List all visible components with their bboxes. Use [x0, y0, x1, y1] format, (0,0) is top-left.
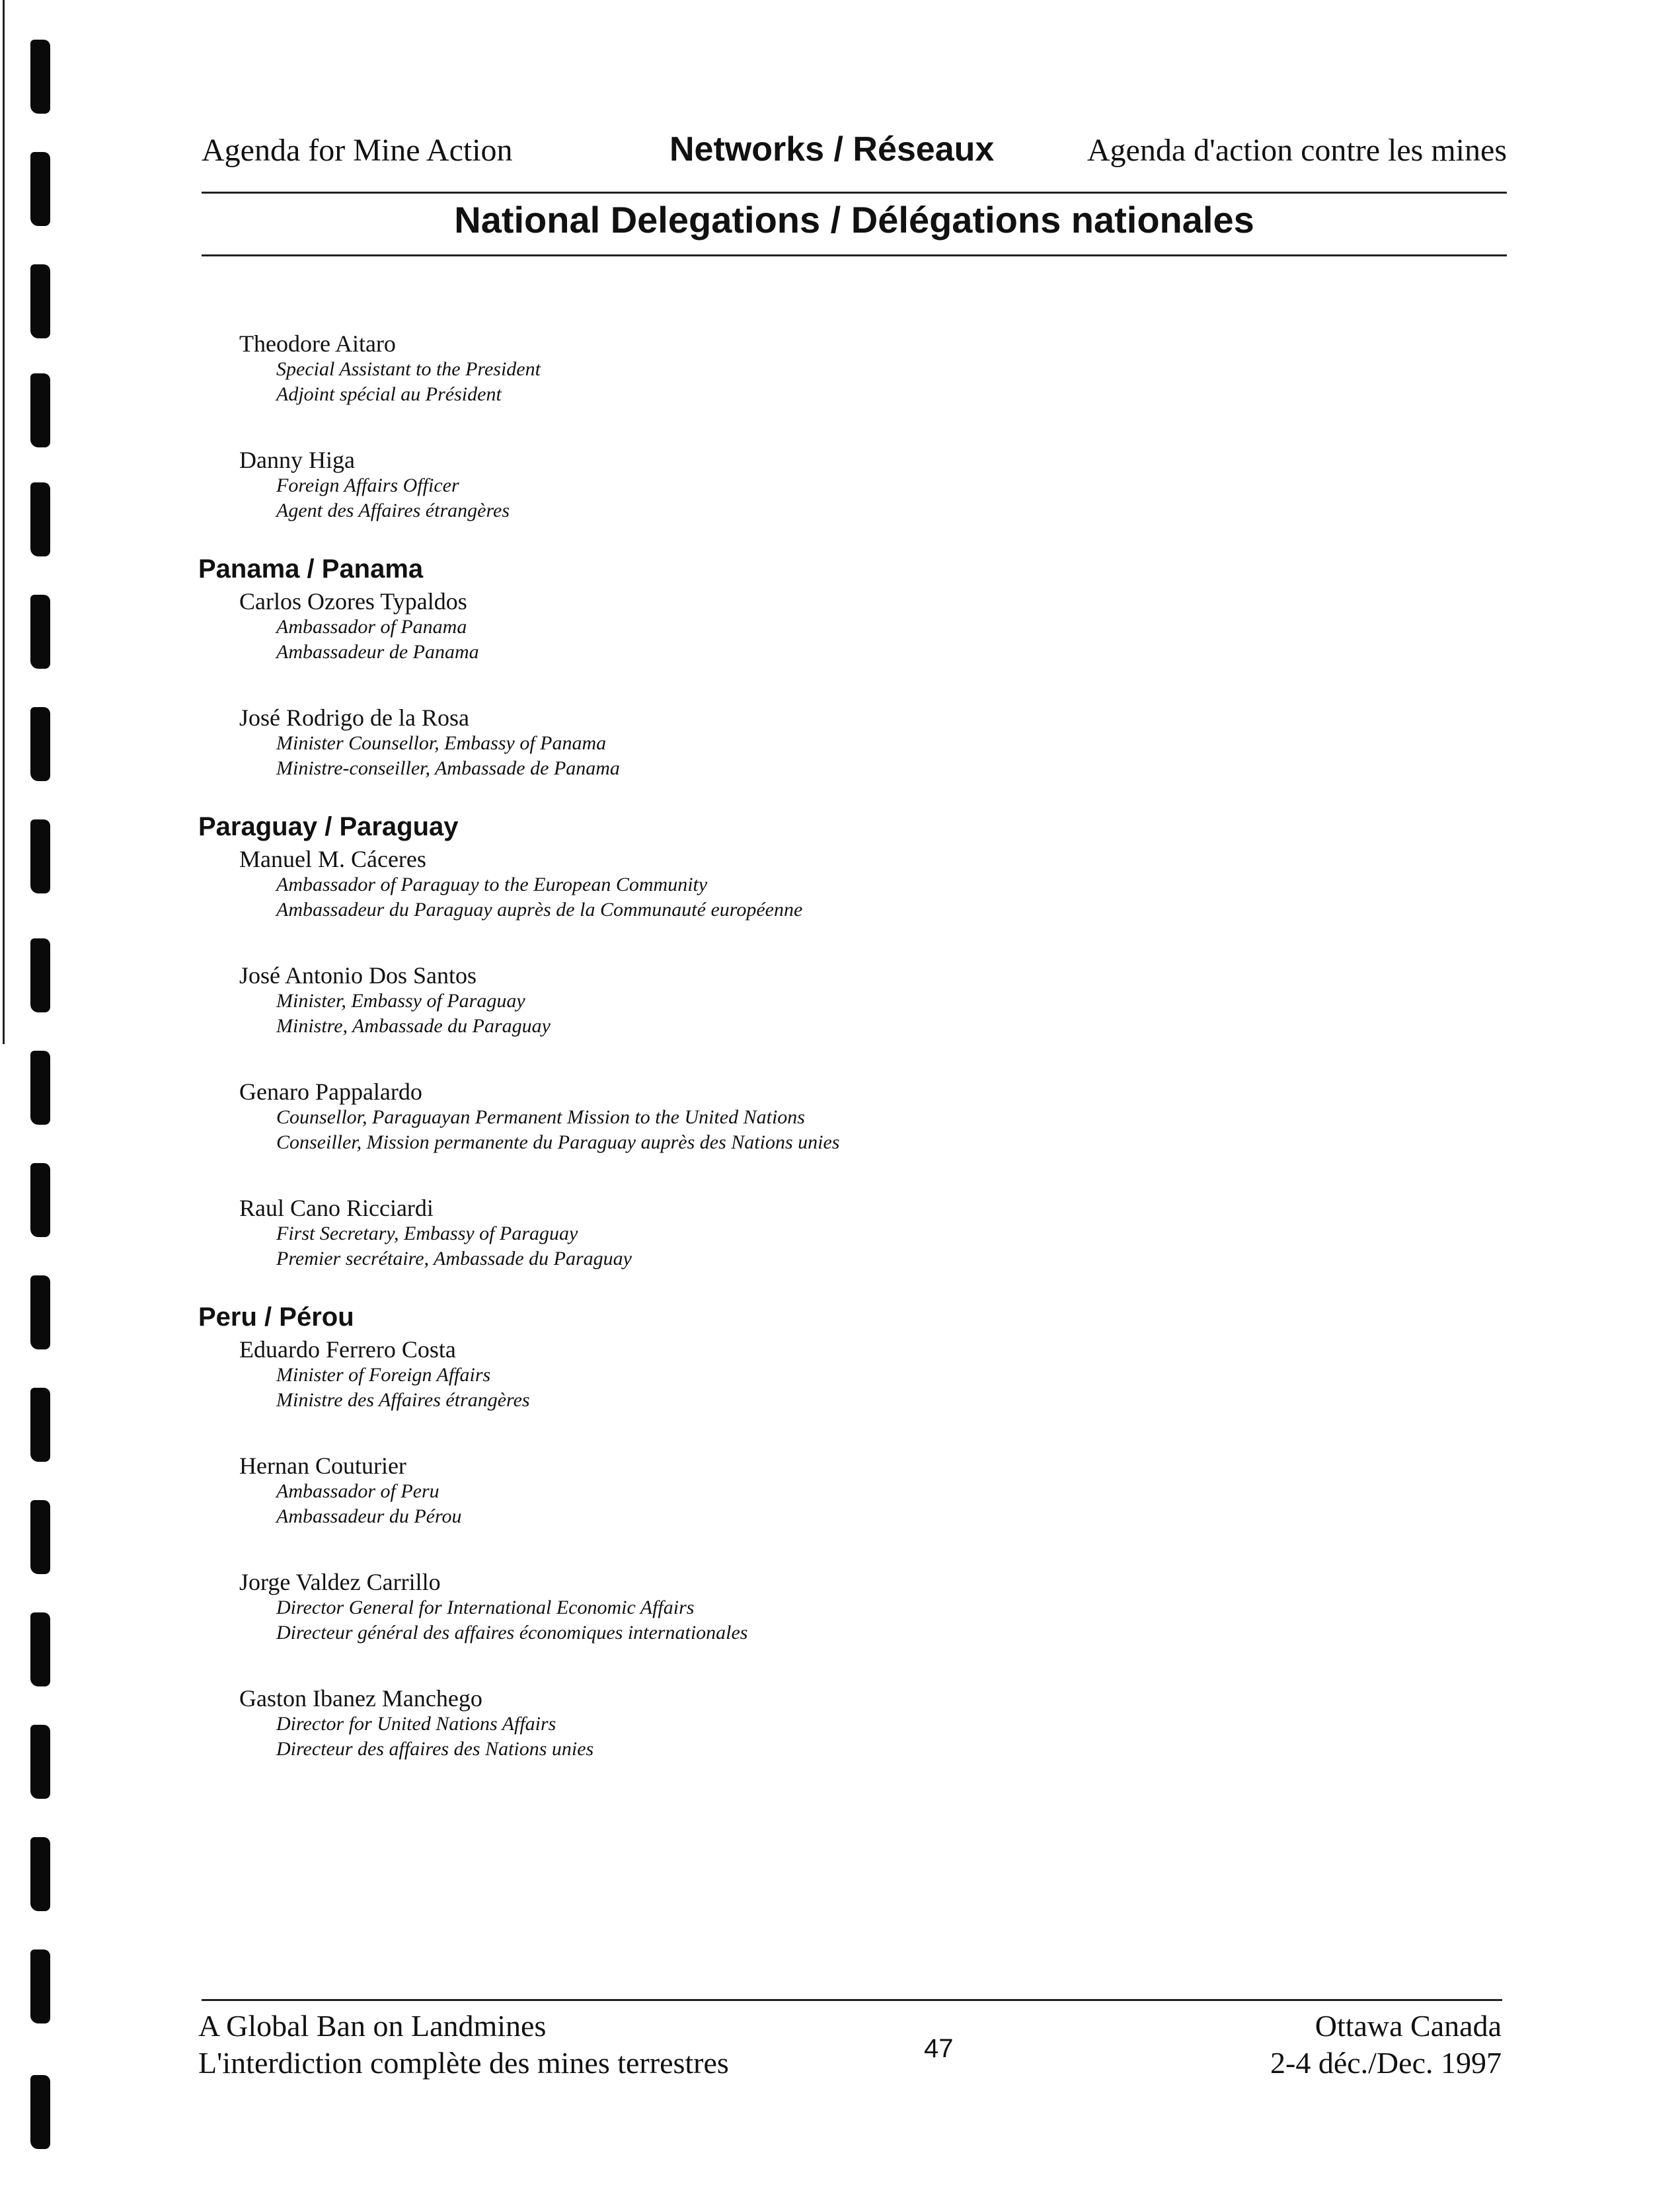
footer-title-fr: L'interdiction complète des mines terrestres — [198, 2046, 729, 2080]
punch-hole — [30, 2075, 50, 2149]
delegate-name: Theodore Aitaro — [239, 330, 396, 357]
delegate-role-fr: Directeur des affaires des Nations unies — [276, 1738, 594, 1760]
section-title: National Delegations / Délégations nationales — [454, 199, 1254, 241]
delegate-name: Genaro Pappalardo — [239, 1078, 422, 1105]
punch-hole — [30, 1500, 50, 1574]
punch-hole — [30, 1949, 50, 2023]
delegate-entry — [239, 846, 1454, 923]
delegate-entry — [239, 1336, 1454, 1413]
delegate-entry — [239, 330, 1454, 407]
punch-hole — [30, 482, 50, 556]
delegate-role-fr: Adjoint spécial au Président — [276, 383, 502, 405]
punch-hole — [30, 707, 50, 781]
footer-dates: 2-4 déc./Dec. 1997 — [1270, 2046, 1502, 2080]
page-number: 47 — [924, 2034, 954, 2063]
delegate-name: Manuel M. Cáceres — [239, 846, 426, 872]
delegate-role-en: Ambassador of Paraguay to the European Community — [276, 874, 708, 895]
delegate-role-en: Minister, Embassy of Paraguay — [276, 990, 525, 1012]
delegate-role-en: Special Assistant to the President — [276, 358, 541, 380]
binding-edge-line — [3, 0, 5, 1044]
delegate-name: Danny Higa — [239, 447, 355, 473]
delegate-role-fr: Agent des Affaires étrangères — [276, 500, 510, 521]
delegate-name: José Rodrigo de la Rosa — [239, 704, 469, 731]
delegate-entry — [239, 704, 1454, 781]
delegate-role-fr: Ambassadeur de Panama — [276, 641, 479, 663]
delegation-group — [198, 810, 1454, 1271]
header-rule-bottom — [202, 254, 1507, 256]
punch-hole — [30, 819, 50, 893]
country-heading: Peru / Pérou — [198, 1303, 354, 1332]
delegate-name: Eduardo Ferrero Costa — [239, 1336, 456, 1363]
delegate-role-fr: Premier secrétaire, Ambassade du Paraguay — [276, 1248, 632, 1269]
delegate-entry — [239, 588, 1454, 665]
footer-location: Ottawa Canada — [1315, 2009, 1502, 2043]
delegate-entry — [239, 1078, 1454, 1155]
delegate-role-en: Ambassador of Panama — [276, 616, 467, 638]
delegate-entry — [239, 1195, 1454, 1271]
delegate-role-en: Minister of Foreign Affairs — [276, 1364, 491, 1386]
delegate-role-en: Ambassador of Peru — [276, 1480, 439, 1502]
punch-hole — [30, 1388, 50, 1462]
footer-right — [1270, 2008, 1502, 2082]
delegate-role-fr: Ambassadeur du Paraguay auprès de la Communauté européenne — [276, 899, 803, 921]
binding-strip — [0, 0, 79, 2192]
delegate-entry — [239, 1685, 1454, 1762]
page-header — [202, 132, 1507, 185]
delegate-role-en: Minister Counsellor, Embassy of Panama — [276, 732, 607, 754]
punch-hole — [30, 264, 50, 338]
delegation-list — [198, 330, 1454, 1768]
delegate-role-en: Counsellor, Paraguayan Permanent Mission to the United Nations — [276, 1106, 805, 1128]
delegate-name: Jorge Valdez Carrillo — [239, 1569, 441, 1595]
delegate-name: Raul Cano Ricciardi — [239, 1195, 434, 1221]
delegate-role-fr: Directeur général des affaires économiques internationales — [276, 1622, 748, 1644]
header-left-title: Agenda for Mine Action — [202, 133, 513, 168]
punch-hole — [30, 1612, 50, 1686]
punch-hole — [30, 1275, 50, 1349]
delegate-name: Hernan Couturier — [239, 1453, 406, 1479]
delegate-role-fr: Ambassadeur du Pérou — [276, 1505, 462, 1527]
punch-hole — [30, 1837, 50, 1911]
punch-hole — [30, 1163, 50, 1237]
punch-hole — [30, 1725, 50, 1799]
footer-title-en: A Global Ban on Landmines — [198, 2009, 547, 2043]
footer-rule — [202, 1999, 1502, 2001]
delegate-entry — [239, 1569, 1454, 1645]
delegate-role-fr: Ministre des Affaires étrangères — [276, 1389, 530, 1411]
country-heading: Paraguay / Paraguay — [198, 812, 459, 841]
punch-hole — [30, 152, 50, 226]
punch-hole — [30, 373, 50, 447]
punch-hole — [30, 1051, 50, 1125]
delegation-group — [198, 1301, 1454, 1762]
delegate-role-fr: Ministre, Ambassade du Paraguay — [276, 1015, 551, 1037]
header-rule-top — [202, 192, 1507, 194]
delegate-role-en: Foreign Affairs Officer — [276, 474, 459, 496]
delegate-name: Carlos Ozores Typaldos — [239, 588, 467, 615]
footer-left — [198, 2008, 729, 2082]
punch-hole — [30, 938, 50, 1012]
punch-hole — [30, 595, 50, 669]
header-right-title: Agenda d'action contre les mines — [1087, 133, 1507, 168]
delegate-role-fr: Conseiller, Mission permanente du Paraguay auprès des Nations unies — [276, 1131, 840, 1153]
delegate-role-en: Director for United Nations Affairs — [276, 1713, 556, 1735]
delegate-entry — [239, 962, 1454, 1039]
delegate-entry — [239, 1453, 1454, 1529]
punch-hole — [30, 40, 50, 114]
delegate-role-fr: Ministre-conseiller, Ambassade de Panama — [276, 757, 620, 779]
delegate-name: José Antonio Dos Santos — [239, 962, 477, 989]
delegate-name: Gaston Ibanez Manchego — [239, 1685, 482, 1712]
delegation-group — [198, 552, 1454, 781]
delegate-role-en: Director General for International Economic Affairs — [276, 1597, 695, 1618]
delegation-group — [198, 330, 1454, 523]
country-heading: Panama / Panama — [198, 554, 424, 584]
delegate-entry — [239, 447, 1454, 523]
delegate-role-en: First Secretary, Embassy of Paraguay — [276, 1223, 578, 1244]
header-center-title: Networks / Réseaux — [669, 130, 995, 169]
